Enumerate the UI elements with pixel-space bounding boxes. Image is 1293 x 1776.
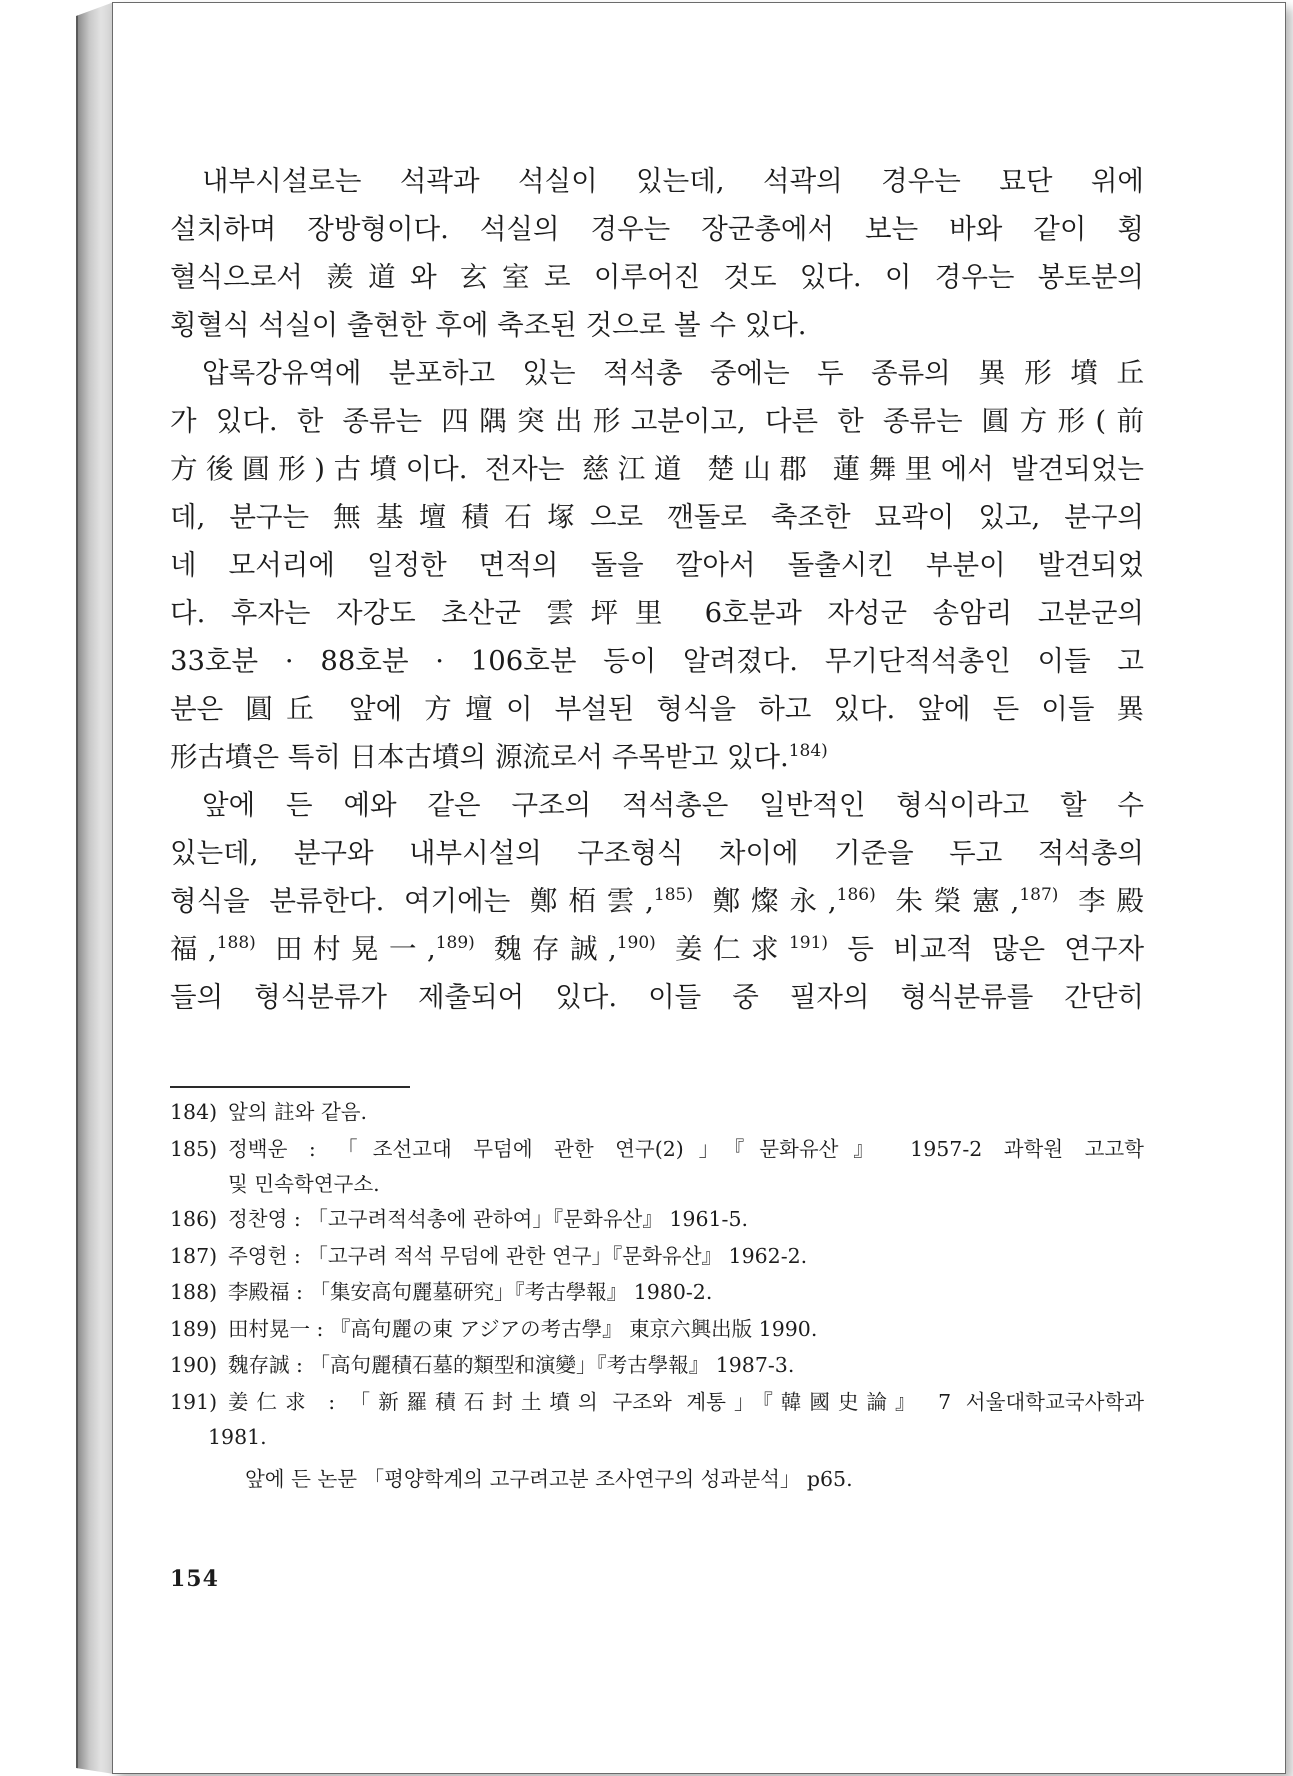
- footnote-continuation: 1981.: [208, 1425, 267, 1449]
- footnote-text: 田村晃一 : 『高句麗の東 アジアの考古學』 東京六興出版 1990.: [228, 1316, 818, 1341]
- page-number: 154: [170, 1566, 219, 1592]
- body-line-text: 朱榮憲,: [875, 885, 1020, 917]
- body-line: 다. 후자는 자강도 초산군 雲坪里 6호분과 자성군 송암리 고분군의: [170, 597, 1144, 629]
- footnote-number: 188): [170, 1280, 218, 1304]
- footnote-ref: 188): [216, 933, 256, 953]
- footnote-continuation: 및 민속학연구소.: [228, 1172, 380, 1196]
- footnote-number: 186): [170, 1207, 218, 1231]
- footnote-number: 185): [170, 1136, 218, 1161]
- footnote-ref: 190): [616, 933, 656, 953]
- body-line-text: 福,: [170, 933, 217, 965]
- footnote-divider: [170, 1086, 410, 1088]
- footnote-number: 184): [170, 1100, 218, 1124]
- body-line: 가 있다. 한 종류는 四隅突出形고분이고, 다른 한 종류는 圓方形(前: [170, 405, 1144, 437]
- body-line-text: 魏存誠,: [474, 933, 617, 965]
- body-line: [170, 925, 1144, 973]
- footnote-text: 姜仁求 : 「新羅積石封土墳의 구조와 계통」『韓國史論』 7 서울대학교국사학과: [228, 1389, 1144, 1414]
- footnote-number: 190): [170, 1353, 218, 1377]
- body-line-text: 李殿: [1058, 885, 1145, 917]
- body-line: 33호분 · 88호분 · 106호분 등이 알려졌다. 무기단적석총인 이들 고: [170, 645, 1144, 677]
- footnote-184: [170, 1094, 1144, 1131]
- body-line: 혈식으로서 羨道와 玄室로 이루어진 것도 있다. 이 경우는 봉토분의: [170, 261, 1144, 293]
- footnote-ref: 186): [836, 885, 876, 905]
- footnotes: [170, 1094, 1144, 1498]
- body-line: 있는데, 분구와 내부시설의 구조형식 차이에 기준을 두고 적석총의: [170, 837, 1144, 869]
- body-text: [170, 157, 1144, 1021]
- footnote-ref: 185): [653, 885, 693, 905]
- body-line-text: 등 비교적 많은 연구자: [828, 933, 1145, 965]
- body-line: 설치하며 장방형이다. 석실의 경우는 장군총에서 보는 바와 같이 횡: [170, 213, 1144, 245]
- footnote-text: 정백운 : 「조선고대 무덤에 관한 연구(2)」『문화유산』 1957-2 과학원 고고학: [228, 1136, 1144, 1161]
- footnote-185: [170, 1131, 1144, 1168]
- footnote-ref: 187): [1019, 885, 1059, 905]
- body-line-text: 田村晃一,: [255, 933, 436, 965]
- footnote-190: [170, 1347, 1144, 1384]
- body-line: 들의 형식분류가 제출되어 있다. 이들 중 필자의 형식분류를 간단히: [170, 981, 1144, 1013]
- body-line: 분은 圓丘 앞에 方壇이 부설된 형식을 하고 있다. 앞에 든 이들 異: [170, 693, 1144, 725]
- body-line-text: 姜仁求: [655, 933, 789, 965]
- footnote-ref: 189): [435, 933, 475, 953]
- footnote-text: 앞의 註와 같음.: [228, 1100, 368, 1124]
- footnote-188: [170, 1274, 1144, 1311]
- footnote-186: [170, 1201, 1144, 1238]
- footnote-number: 189): [170, 1316, 218, 1341]
- body-line: [170, 733, 1144, 781]
- footnote-text: 정찬영 : 「고구려적석총에 관하여」『문화유산』 1961-5.: [228, 1207, 749, 1231]
- footnote-number: 187): [170, 1243, 218, 1268]
- footnote-187: [170, 1238, 1144, 1275]
- footnote-extra-line: 앞에 든 논문 「평양학계의 고구려고분 조사연구의 성과분석」 p65.: [245, 1467, 853, 1491]
- body-line: 데, 분구는 無基壇積石塚으로 깬돌로 축조한 묘곽이 있고, 분구의: [170, 501, 1144, 533]
- body-line-text: 形古墳은 특히 日本古墳의 源流로서 주목받고 있다.: [170, 741, 789, 773]
- footnote-text: 魏存誠 : 「高句麗積石墓的類型和演變」『考古學報』 1987-3.: [228, 1353, 795, 1377]
- body-line: [170, 877, 1144, 925]
- body-line: 압록강유역에 분포하고 있는 적석총 중에는 두 종류의 異形墳丘: [202, 357, 1144, 389]
- footnote-text: 주영헌 : 「고구려 적석 무덤에 관한 연구」『문화유산』 1962-2.: [228, 1243, 808, 1268]
- body-line: 횡혈식 석실이 출현한 후에 축조된 것으로 볼 수 있다.: [170, 309, 807, 341]
- body-line-text: 鄭燦永,: [692, 885, 837, 917]
- footnote-text: 李殿福 : 「集安高句麗墓研究」『考古學報』 1980-2.: [228, 1280, 713, 1304]
- body-line: 方後圓形)古墳이다. 전자는 慈江道 楚山郡 蓮舞里에서 발견되었는: [170, 453, 1144, 485]
- book-spine: [76, 2, 116, 1774]
- body-line: 앞에 든 예와 같은 구조의 적석총은 일반적인 형식이라고 할 수: [202, 789, 1144, 821]
- body-line-text: 형식을 분류한다. 여기에는 鄭栢雲,: [170, 885, 654, 917]
- footnote-number: 191): [170, 1389, 218, 1414]
- footnote-ref: 191): [788, 933, 829, 953]
- footnote-189: [170, 1311, 1144, 1348]
- body-line: 내부시설로는 석곽과 석실이 있는데, 석곽의 경우는 묘단 위에: [202, 165, 1144, 197]
- footnote-191: [170, 1384, 1144, 1421]
- footnote-ref: 184): [788, 741, 828, 761]
- body-line: 네 모서리에 일정한 면적의 돌을 깔아서 돌출시킨 부분이 발견되었: [170, 549, 1144, 581]
